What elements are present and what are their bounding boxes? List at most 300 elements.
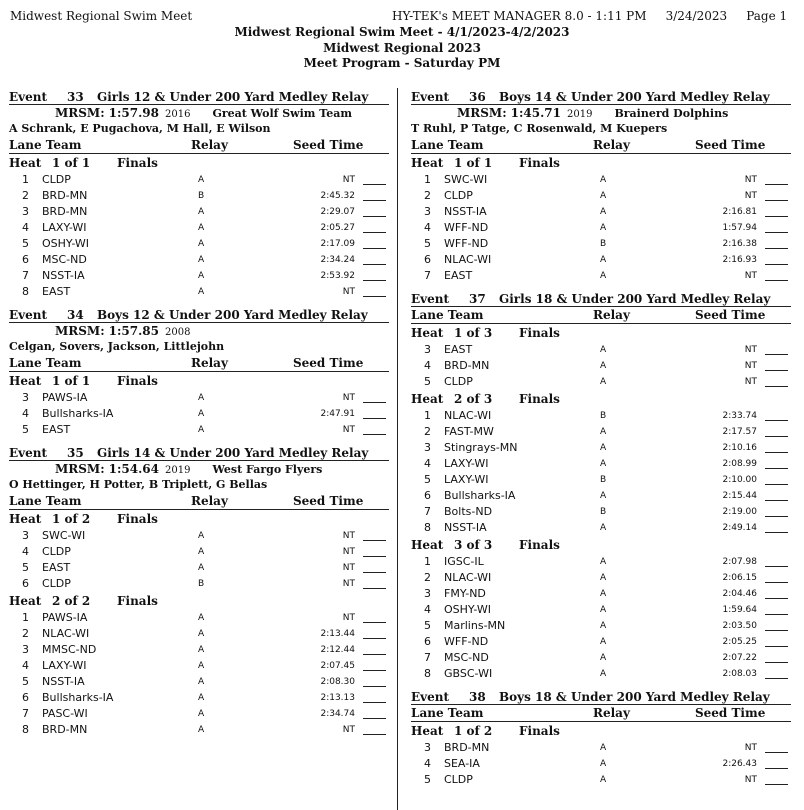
column-header: [9, 355, 389, 372]
left-column: [9, 90, 389, 746]
relay-letter: A: [600, 637, 607, 647]
event-number-label: Event 36: [411, 90, 486, 104]
team-name: WFF-ND: [444, 221, 489, 234]
event-number: 36: [469, 90, 486, 104]
team-name: Bullsharks-IA: [42, 691, 114, 704]
entry-row: [9, 626, 389, 642]
team-name: NLAC-WI: [444, 253, 492, 266]
team-name: Bullsharks-IA: [42, 407, 114, 420]
record-year: 2019: [165, 465, 191, 476]
seed-time: 2:05.27: [320, 223, 355, 233]
lane-number: 6: [424, 253, 431, 266]
seed-time: 2:53.92: [320, 271, 355, 281]
record-swimmers: T Ruhl, P Tatge, C Rosenwald, M Kuepers: [411, 122, 668, 135]
lane-number: 6: [22, 253, 29, 266]
heat-number: 3 of 3: [454, 538, 493, 552]
team-header: Team: [447, 706, 484, 720]
entry-row: [9, 284, 389, 300]
entry-row: [411, 204, 791, 220]
entry-row: [9, 722, 389, 738]
entry-row: [411, 252, 791, 268]
column-header: [9, 493, 389, 510]
heat-number: 1 of 2: [52, 512, 91, 526]
event-name: Boys 14 & Under 200 Yard Medley Relay: [499, 90, 770, 104]
finals-time-blank: [363, 232, 386, 233]
finals-time-blank: [363, 296, 386, 297]
finals-time-blank: [765, 232, 788, 233]
seed-time: NT: [342, 725, 355, 735]
entry-row: [9, 642, 389, 658]
heat-header: [9, 511, 389, 528]
event-number-label: Event 35: [9, 446, 84, 460]
seed-time: NT: [342, 547, 355, 557]
entry-row: [411, 358, 791, 374]
lane-number: 6: [22, 577, 29, 590]
team-name: BRD-MN: [444, 741, 490, 754]
event-number-label: Event 33: [9, 90, 84, 104]
seed-time: 2:15.44: [722, 491, 757, 501]
relay-letter: B: [600, 475, 607, 485]
entry-row: [9, 528, 389, 544]
finals-time-blank: [765, 784, 788, 785]
entry-row: [9, 560, 389, 576]
event-block: [411, 90, 791, 284]
event-block: [411, 690, 791, 788]
lane-number: 2: [424, 189, 431, 202]
entry-row: [9, 406, 389, 422]
team-name: Bolts-ND: [444, 505, 493, 518]
finals-time-blank: [363, 556, 386, 557]
entry-row: [411, 586, 791, 602]
relay-letter: A: [198, 661, 205, 671]
entry-row: [411, 520, 791, 536]
team-name: FAST-MW: [444, 425, 494, 438]
entry-row: [9, 172, 389, 188]
team-name: FMY-ND: [444, 587, 486, 600]
heat-number: 2 of 2: [52, 594, 91, 608]
heat-header: [9, 373, 389, 390]
lane-number: 5: [424, 237, 431, 250]
finals-time-blank: [765, 184, 788, 185]
heat-header: [411, 723, 791, 740]
lane-number: 1: [424, 173, 431, 186]
seed-time: 2:08.99: [722, 459, 757, 469]
meet-record: [9, 461, 389, 477]
seed-header: Seed Time: [293, 356, 364, 370]
relay-letter: A: [198, 709, 205, 719]
heat-number: 1 of 1: [52, 156, 91, 170]
event-name: Girls 14 & Under 200 Yard Medley Relay: [97, 446, 369, 460]
seed-time: NT: [342, 613, 355, 623]
entry-row: [411, 342, 791, 358]
seed-header: Seed Time: [695, 308, 766, 322]
lane-number: 4: [22, 407, 29, 420]
lane-number: 7: [22, 707, 29, 720]
lane-number: 7: [22, 269, 29, 282]
relay-letter: A: [198, 287, 205, 297]
entry-row: [411, 268, 791, 284]
seed-time: NT: [342, 393, 355, 403]
lane-number: 3: [424, 441, 431, 454]
entry-row: [9, 236, 389, 252]
finals-time-blank: [765, 436, 788, 437]
finals-time-blank: [363, 402, 386, 403]
lane-number: 4: [424, 603, 431, 616]
relay-letter: A: [600, 377, 607, 387]
finals-time-blank: [363, 540, 386, 541]
team-name: EAST: [444, 343, 473, 356]
team-name: WFF-ND: [444, 237, 489, 250]
seed-header: Seed Time: [695, 138, 766, 152]
finals-time-blank: [363, 686, 386, 687]
relay-letter: A: [600, 191, 607, 201]
team-name: BRD-MN: [444, 359, 490, 372]
team-name: NLAC-WI: [444, 409, 492, 422]
event-block: [9, 90, 389, 300]
team-name: LAXY-WI: [444, 473, 489, 486]
seed-time: 2:08.03: [722, 669, 757, 679]
relay-header: Relay: [593, 308, 630, 322]
finals-time-blank: [363, 184, 386, 185]
relay-letter: A: [198, 629, 205, 639]
entry-row: [411, 504, 791, 520]
lane-number: 7: [424, 505, 431, 518]
lane-header: Lane: [411, 308, 444, 322]
lane-number: 1: [424, 555, 431, 568]
finals-label: Finals: [117, 512, 158, 526]
lane-number: 5: [424, 773, 431, 786]
heat-number: 2 of 3: [454, 392, 493, 406]
finals-time-blank: [363, 588, 386, 589]
entry-row: [411, 236, 791, 252]
heat-number: 1 of 1: [454, 156, 493, 170]
seed-time: 2:47.91: [320, 409, 355, 419]
team-name: NSST-IA: [444, 205, 487, 218]
lane-number: 8: [22, 285, 29, 298]
seed-time: 2:19.00: [722, 507, 757, 517]
entry-row: [411, 602, 791, 618]
team-header: Team: [45, 356, 82, 370]
finals-time-blank: [765, 752, 788, 753]
finals-time-blank: [765, 370, 788, 371]
lane-number: 1: [424, 409, 431, 422]
lane-number: 3: [22, 529, 29, 542]
record-team: Great Wolf Swim Team: [212, 107, 352, 120]
finals-time-blank: [765, 614, 788, 615]
entry-row: [411, 666, 791, 682]
event-name: Girls 12 & Under 200 Yard Medley Relay: [97, 90, 369, 104]
seed-time: NT: [744, 361, 757, 371]
finals-time-blank: [765, 468, 788, 469]
lane-number: 4: [424, 457, 431, 470]
finals-time-blank: [765, 678, 788, 679]
seed-time: NT: [342, 287, 355, 297]
title-line-1: Midwest Regional Swim Meet - 4/1/2023-4/2/2023: [234, 25, 570, 39]
lane-number: 8: [424, 667, 431, 680]
finals-time-blank: [765, 500, 788, 501]
title-line-3: Meet Program - Saturday PM: [303, 56, 501, 70]
relay-header: Relay: [191, 356, 228, 370]
entry-row: [411, 772, 791, 788]
team-header: Team: [45, 138, 82, 152]
team-name: EAST: [42, 423, 71, 436]
lane-number: 1: [22, 173, 29, 186]
seed-time: 2:03.50: [722, 621, 757, 631]
finals-time-blank: [765, 420, 788, 421]
heat-number: 1 of 1: [52, 374, 91, 388]
relay-letter: A: [198, 255, 205, 265]
record-label: MRSM:: [457, 106, 507, 120]
lane-number: 2: [22, 189, 29, 202]
lane-header: Lane: [9, 138, 42, 152]
team-name: GBSC-WI: [444, 667, 493, 680]
seed-time: 2:12.44: [320, 645, 355, 655]
heat-label: Heat: [9, 156, 42, 170]
seed-time: NT: [342, 425, 355, 435]
heat-header: [411, 325, 791, 342]
software-info: HY-TEK's MEET MANAGER 8.0 - 1:11 PM 3/24/2023 Page 1: [392, 9, 788, 23]
team-name: CLDP: [444, 375, 473, 388]
spacer: [9, 738, 389, 746]
lane-number: 5: [22, 675, 29, 688]
seed-time: NT: [342, 563, 355, 573]
lane-number: 6: [424, 635, 431, 648]
relay-letter: A: [198, 425, 205, 435]
relay-letter: A: [198, 677, 205, 687]
team-name: WFF-ND: [444, 635, 489, 648]
team-name: CLDP: [444, 773, 473, 786]
record-year: 2016: [165, 109, 191, 120]
lane-number: 1: [22, 611, 29, 624]
lane-number: 4: [424, 757, 431, 770]
event-number-label: Event 37: [411, 292, 486, 306]
seed-time: 2:06.15: [722, 573, 757, 583]
event-title: [411, 690, 791, 705]
record-label: MRSM:: [55, 106, 105, 120]
seed-time: 2:34.74: [320, 709, 355, 719]
team-name: OSHY-WI: [444, 603, 491, 616]
entry-row: [411, 618, 791, 634]
entry-row: [9, 576, 389, 592]
event-name: Girls 18 & Under 200 Yard Medley Relay: [499, 292, 771, 306]
lane-number: 5: [22, 423, 29, 436]
relay-letter: A: [198, 175, 205, 185]
lane-number: 4: [22, 221, 29, 234]
team-name: MSC-ND: [444, 651, 489, 664]
finals-time-blank: [765, 216, 788, 217]
finals-time-blank: [363, 216, 386, 217]
entry-row: [411, 472, 791, 488]
finals-time-blank: [363, 264, 386, 265]
lane-number: 6: [424, 489, 431, 502]
seed-time: 2:16.38: [722, 239, 757, 249]
record-time: 1:57.98: [108, 106, 159, 120]
column-header: [411, 137, 791, 154]
seed-time: 2:07.98: [722, 557, 757, 567]
finals-label: Finals: [519, 724, 560, 738]
team-name: LAXY-WI: [42, 221, 87, 234]
meet-record: [9, 105, 389, 121]
finals-time-blank: [765, 630, 788, 631]
event-name: Boys 18 & Under 200 Yard Medley Relay: [499, 690, 770, 704]
team-name: LAXY-WI: [42, 659, 87, 672]
relay-letter: A: [600, 255, 607, 265]
team-name: EAST: [42, 561, 71, 574]
lane-number: 8: [424, 521, 431, 534]
finals-time-blank: [363, 718, 386, 719]
relay-letter: A: [198, 207, 205, 217]
team-name: Bullsharks-IA: [444, 489, 516, 502]
relay-header: Relay: [593, 138, 630, 152]
finals-time-blank: [765, 662, 788, 663]
team-name: MSC-ND: [42, 253, 87, 266]
entry-row: [9, 706, 389, 722]
event-title: [9, 90, 389, 105]
relay-header: Relay: [191, 494, 228, 508]
finals-time-blank: [765, 452, 788, 453]
relay-header: Relay: [191, 138, 228, 152]
entry-row: [9, 690, 389, 706]
record-label: MRSM:: [55, 324, 105, 338]
event-number: 35: [67, 446, 84, 460]
finals-time-blank: [765, 280, 788, 281]
relay-letter: A: [600, 271, 607, 281]
event-number: 33: [67, 90, 84, 104]
entry-row: [411, 740, 791, 756]
seed-time: 2:17.09: [320, 239, 355, 249]
relay-letter: B: [600, 239, 607, 249]
seed-time: 2:34.24: [320, 255, 355, 265]
finals-time-blank: [765, 768, 788, 769]
seed-time: 2:10.00: [722, 475, 757, 485]
team-name: LAXY-WI: [444, 457, 489, 470]
spacer: [411, 284, 791, 292]
meet-record: [9, 323, 389, 339]
seed-time: 2:04.46: [722, 589, 757, 599]
finals-time-blank: [363, 622, 386, 623]
finals-label: Finals: [519, 392, 560, 406]
team-name: OSHY-WI: [42, 237, 89, 250]
team-header: Team: [447, 308, 484, 322]
record-team: West Fargo Flyers: [212, 463, 323, 476]
column-header: [411, 705, 791, 722]
right-column: [411, 90, 791, 796]
heat-label: Heat: [411, 326, 444, 340]
column-divider: [397, 88, 398, 810]
lane-header: Lane: [411, 138, 444, 152]
relay-header: Relay: [593, 706, 630, 720]
finals-time-blank: [765, 516, 788, 517]
relay-letter: B: [600, 507, 607, 517]
entry-row: [9, 252, 389, 268]
lane-number: 4: [22, 545, 29, 558]
lane-number: 3: [22, 205, 29, 218]
relay-letter: A: [600, 175, 607, 185]
finals-time-blank: [765, 386, 788, 387]
seed-time: 2:05.25: [722, 637, 757, 647]
seed-time: 2:33.74: [722, 411, 757, 421]
finals-time-blank: [363, 638, 386, 639]
relay-letter: A: [600, 743, 607, 753]
record-year: 2008: [165, 327, 191, 338]
heat-label: Heat: [9, 594, 42, 608]
team-name: CLDP: [42, 545, 71, 558]
relay-letter: A: [600, 589, 607, 599]
lane-number: 4: [22, 659, 29, 672]
heat-number: 1 of 3: [454, 326, 493, 340]
seed-time: 2:17.57: [722, 427, 757, 437]
finals-time-blank: [765, 566, 788, 567]
event-block: [411, 292, 791, 682]
record-year: 2019: [567, 109, 593, 120]
finals-time-blank: [765, 354, 788, 355]
spacer: [411, 788, 791, 796]
lane-header: Lane: [411, 706, 444, 720]
team-name: NSST-IA: [42, 675, 85, 688]
seed-time: 2:16.93: [722, 255, 757, 265]
lane-number: 2: [424, 425, 431, 438]
entry-row: [9, 268, 389, 284]
relay-letter: B: [198, 191, 205, 201]
entry-row: [411, 756, 791, 772]
finals-label: Finals: [519, 538, 560, 552]
seed-time: 2:07.22: [722, 653, 757, 663]
relay-letter: A: [198, 725, 205, 735]
entry-row: [411, 634, 791, 650]
lane-number: 5: [22, 237, 29, 250]
meet-name: Midwest Regional Swim Meet: [10, 9, 193, 23]
heat-label: Heat: [9, 374, 42, 388]
seed-time: 2:26.43: [722, 759, 757, 769]
lane-number: 2: [424, 571, 431, 584]
record-time: 1:45.71: [510, 106, 561, 120]
relay-letter: A: [198, 393, 205, 403]
event-name: Boys 12 & Under 200 Yard Medley Relay: [97, 308, 368, 322]
event-title: [411, 90, 791, 105]
entry-row: [9, 674, 389, 690]
team-name: EAST: [444, 269, 473, 282]
lane-number: 8: [22, 723, 29, 736]
team-name: NLAC-WI: [444, 571, 492, 584]
event-number-label: Event 34: [9, 308, 84, 322]
entry-row: [411, 456, 791, 472]
relay-letter: A: [198, 271, 205, 281]
relay-letter: A: [198, 645, 205, 655]
relay-letter: A: [600, 491, 607, 501]
entry-row: [411, 220, 791, 236]
column-header: [9, 137, 389, 154]
team-name: Marlins-MN: [444, 619, 506, 632]
heat-number: 1 of 2: [454, 724, 493, 738]
entry-row: [411, 408, 791, 424]
team-name: PAWS-IA: [42, 611, 88, 624]
relay-letter: A: [198, 409, 205, 419]
heat-header: [9, 155, 389, 172]
team-name: Stingrays-MN: [444, 441, 518, 454]
event-title: [9, 308, 389, 323]
seed-time: 2:29.07: [320, 207, 355, 217]
lane-number: 5: [424, 619, 431, 632]
seed-time: 2:13.13: [320, 693, 355, 703]
entry-row: [411, 188, 791, 204]
lane-number: 5: [424, 473, 431, 486]
finals-time-blank: [765, 646, 788, 647]
relay-letter: A: [198, 239, 205, 249]
heat-label: Heat: [9, 512, 42, 526]
seed-time: NT: [744, 271, 757, 281]
finals-label: Finals: [117, 594, 158, 608]
relay-letter: A: [198, 693, 205, 703]
